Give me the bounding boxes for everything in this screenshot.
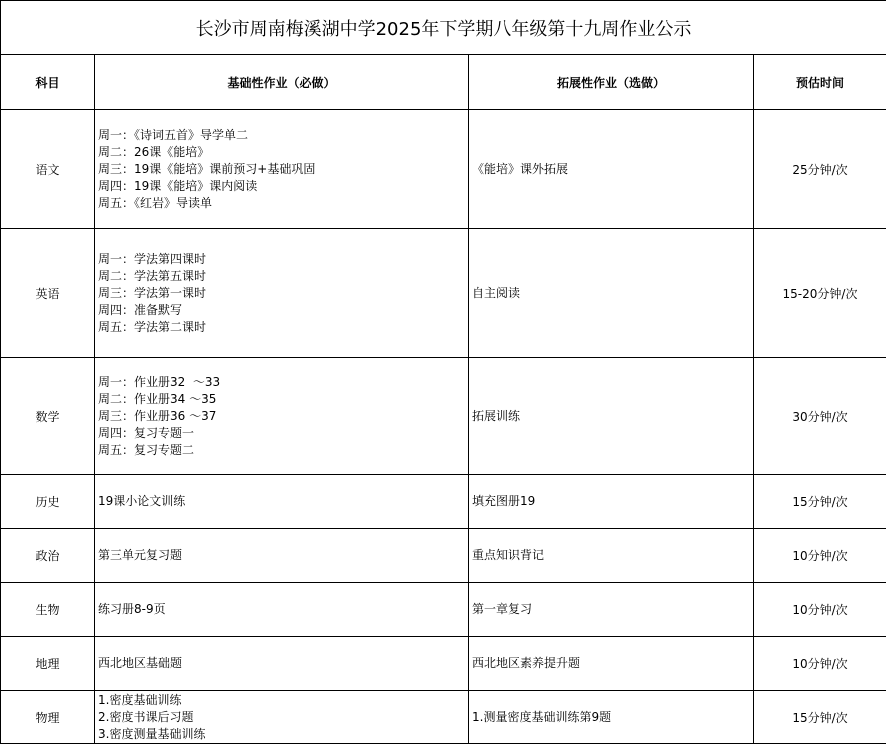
extended-homework-cell	[469, 691, 754, 744]
time-cell: 25分钟/次	[754, 110, 886, 229]
extended-homework-line: 《能培》课外拓展	[472, 161, 753, 178]
extended-homework-cell	[469, 358, 754, 475]
extended-homework-line: 拓展训练	[472, 408, 753, 425]
basic-homework-line: 周三：作业册36 ～37	[98, 408, 468, 425]
time-cell: 15分钟/次	[754, 475, 886, 529]
extended-homework-cell	[469, 475, 754, 529]
extended-homework-cell	[469, 637, 754, 691]
extended-homework-line: 第一章复习	[472, 601, 753, 618]
basic-homework-line: 第三单元复习题	[98, 547, 468, 564]
subject-cell: 生物	[1, 583, 95, 637]
time-cell: 10分钟/次	[754, 583, 886, 637]
basic-homework-line: 周一：作业册32 ～33	[98, 374, 468, 391]
basic-homework-cell	[95, 110, 469, 229]
table-row	[1, 529, 886, 583]
table-body	[1, 110, 886, 744]
subject-cell: 地理	[1, 637, 95, 691]
basic-homework-line: 1.密度基础训练	[98, 692, 468, 709]
extended-homework-cell	[469, 229, 754, 358]
extended-homework-line: 填充图册19	[472, 493, 753, 510]
time-cell: 30分钟/次	[754, 358, 886, 475]
extended-homework-line: 1.测量密度基础训练第9题	[472, 709, 753, 726]
basic-homework-cell	[95, 475, 469, 529]
time-cell: 10分钟/次	[754, 529, 886, 583]
basic-homework-cell	[95, 529, 469, 583]
basic-homework-line: 19课小论文训练	[98, 493, 468, 510]
page-title: 长沙市周南梅溪湖中学2025年下学期八年级第十九周作业公示	[1, 1, 886, 55]
basic-homework-line: 周四：准备默写	[98, 302, 468, 319]
extended-homework-line: 重点知识背记	[472, 547, 753, 564]
table-row	[1, 229, 886, 358]
basic-homework-line: 周五：《红岩》导读单	[98, 195, 468, 212]
header-extended: 拓展性作业（选做）	[469, 55, 754, 110]
header-basic: 基础性作业（必做）	[95, 55, 469, 110]
extended-homework-cell	[469, 583, 754, 637]
time-cell: 15-20分钟/次	[754, 229, 886, 358]
basic-homework-line: 周二：学法第五课时	[98, 268, 468, 285]
basic-homework-cell	[95, 583, 469, 637]
basic-homework-line: 周三：学法第一课时	[98, 285, 468, 302]
table-row	[1, 475, 886, 529]
basic-homework-line: 练习册8-9页	[98, 601, 468, 618]
basic-homework-cell	[95, 691, 469, 744]
basic-homework-line: 周一：学法第四课时	[98, 251, 468, 268]
subject-cell: 历史	[1, 475, 95, 529]
basic-homework-cell	[95, 358, 469, 475]
basic-homework-line: 3.密度测量基础训练	[98, 726, 468, 743]
subject-cell: 数学	[1, 358, 95, 475]
table-row	[1, 583, 886, 637]
table-row	[1, 358, 886, 475]
subject-cell: 英语	[1, 229, 95, 358]
subject-cell: 政治	[1, 529, 95, 583]
table-row	[1, 637, 886, 691]
basic-homework-line: 周一：《诗词五首》导学单二	[98, 127, 468, 144]
basic-homework-line: 周四：19课《能培》课内阅读	[98, 178, 468, 195]
extended-homework-cell	[469, 110, 754, 229]
extended-homework-cell	[469, 529, 754, 583]
basic-homework-line: 周三：19课《能培》课前预习+基础巩固	[98, 161, 468, 178]
basic-homework-line: 周二：作业册34 ～35	[98, 391, 468, 408]
basic-homework-line: 周五：复习专题二	[98, 442, 468, 459]
table-row	[1, 110, 886, 229]
extended-homework-line: 西北地区素养提升题	[472, 655, 753, 672]
basic-homework-line: 周四：复习专题一	[98, 425, 468, 442]
subject-cell: 物理	[1, 691, 95, 744]
header-subject: 科目	[1, 55, 95, 110]
time-cell: 10分钟/次	[754, 637, 886, 691]
extended-homework-line: 自主阅读	[472, 285, 753, 302]
table-row	[1, 691, 886, 744]
basic-homework-line: 周五：学法第二课时	[98, 319, 468, 336]
basic-homework-line: 西北地区基础题	[98, 655, 468, 672]
basic-homework-cell	[95, 637, 469, 691]
subject-cell: 语文	[1, 110, 95, 229]
basic-homework-line: 2.密度书课后习题	[98, 709, 468, 726]
basic-homework-cell	[95, 229, 469, 358]
basic-homework-line: 周二：26课《能培》	[98, 144, 468, 161]
header-time: 预估时间	[754, 55, 886, 110]
time-cell: 15分钟/次	[754, 691, 886, 744]
